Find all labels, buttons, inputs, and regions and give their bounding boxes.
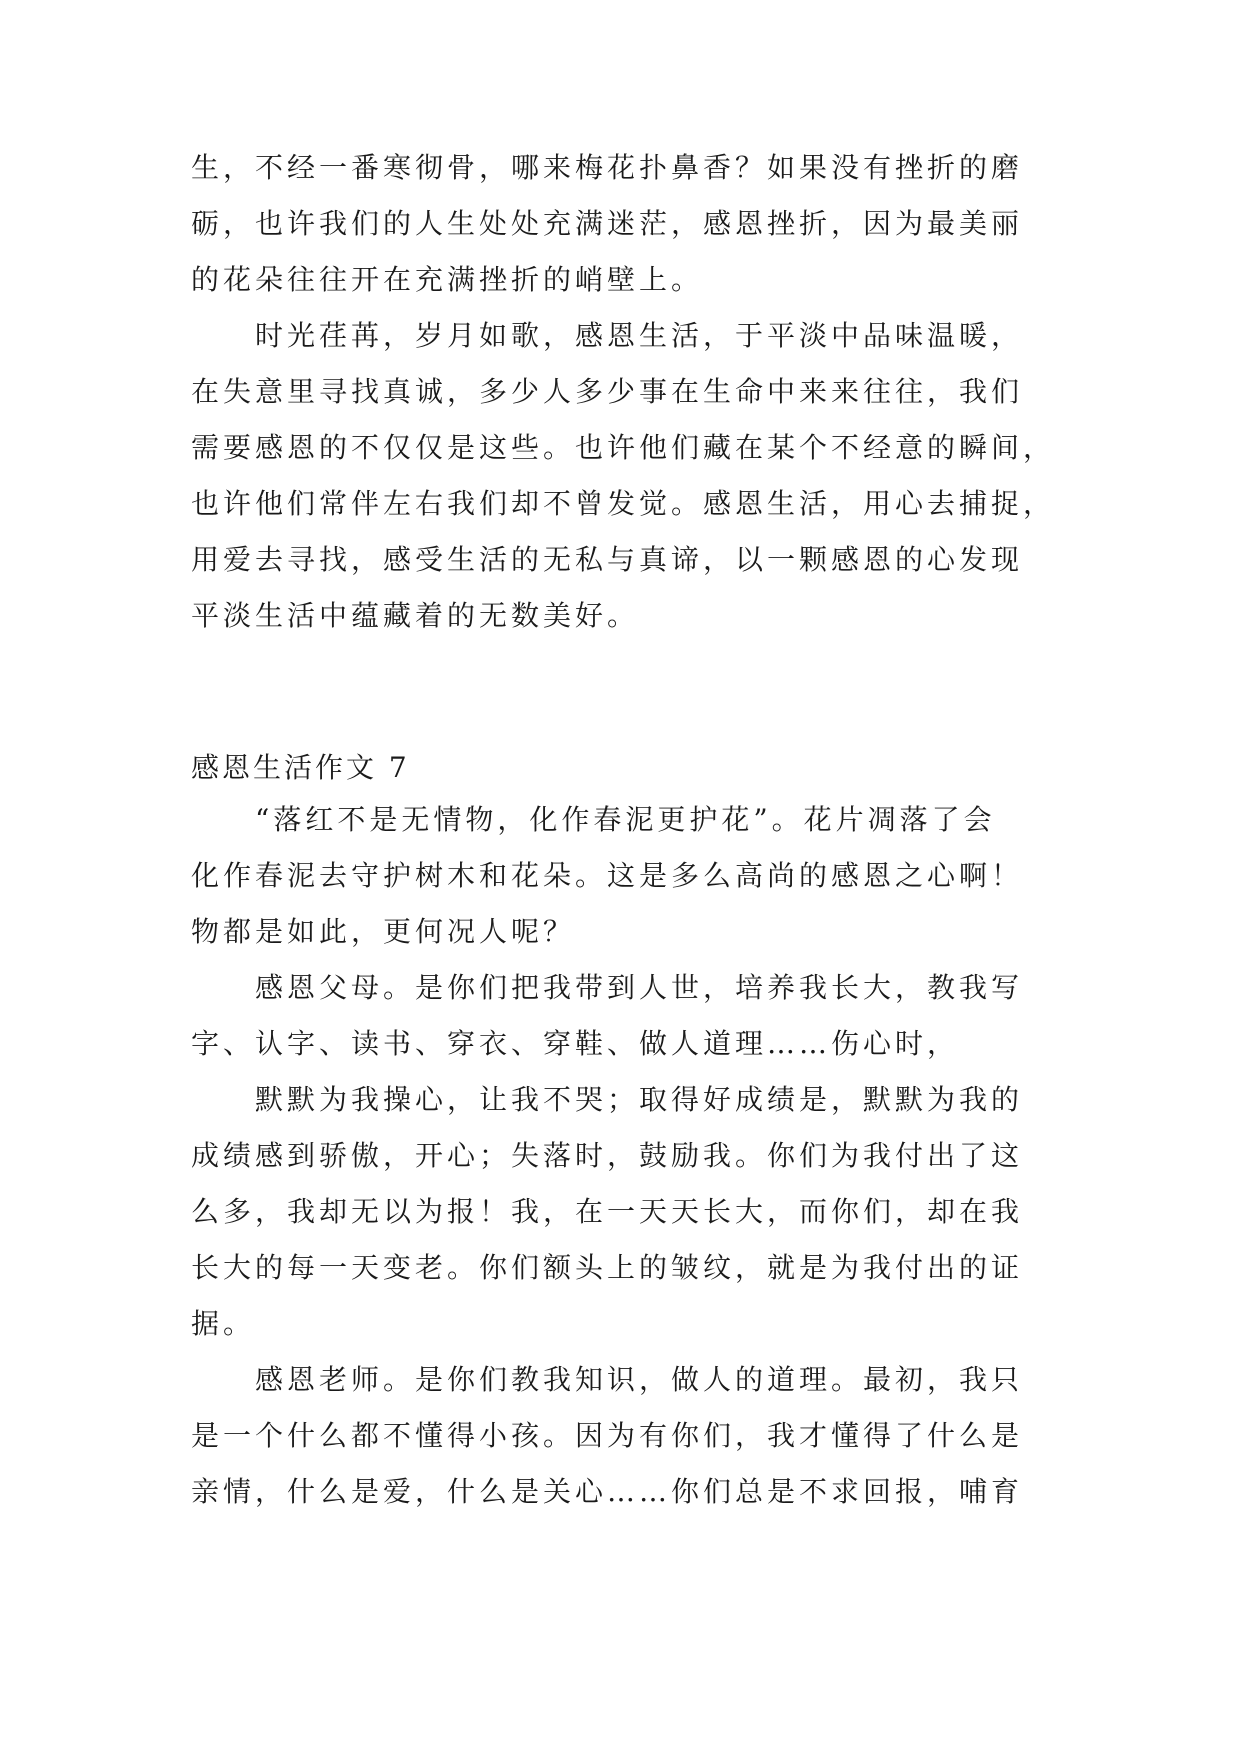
text-line: 感恩老师。是你们教我知识，做人的道理。最初，我只 — [255, 1363, 1024, 1396]
text-line: 平淡生活中蕴藏着的无数美好。 — [191, 599, 640, 632]
section-1 — [191, 140, 1056, 644]
text-line: 化作春泥去守护树木和花朵。这是多么高尚的感恩之心啊！ — [191, 859, 1024, 892]
text-line: 在失意里寻找真诚，多少人多少事在生命中来来往往，我们 — [191, 375, 1024, 408]
paragraph — [191, 960, 1051, 1072]
paragraph — [191, 1352, 1051, 1520]
text-line: 感恩父母。是你们把我带到人世，培养我长大，教我写 — [255, 971, 1024, 1004]
text-line: 成绩感到骄傲，开心；失落时，鼓励我。你们为我付出了这 — [191, 1139, 1024, 1172]
paragraph — [191, 308, 1056, 644]
text-line: 的花朵往往开在充满挫折的峭壁上。 — [191, 263, 704, 296]
text-line: 据。 — [191, 1307, 256, 1340]
text-line: “落红不是无情物，化作春泥更护花”。花片凋落了会 — [255, 803, 996, 836]
text-line: 也许他们常伴左右我们却不曾发觉。感恩生活，用心去捕捉， — [191, 487, 1056, 520]
text-line: 生，不经一番寒彻骨，哪来梅花扑鼻香？如果没有挫折的磨 — [191, 151, 1024, 184]
section-heading: 感恩生活作文 7 — [191, 751, 410, 784]
paragraph — [191, 792, 1051, 960]
text-line: 长大的每一天变老。你们额头上的皱纹，就是为我付出的证 — [191, 1251, 1024, 1284]
text-line: 用爱去寻找，感受生活的无私与真谛，以一颗感恩的心发现 — [191, 543, 1024, 576]
text-line: 默默为我操心，让我不哭；取得好成绩是，默默为我的 — [255, 1083, 1024, 1116]
text-line: 是一个什么都不懂得小孩。因为有你们，我才懂得了什么是 — [191, 1419, 1024, 1452]
text-line: 字、认字、读书、穿衣、穿鞋、做人道理……伤心时， — [191, 1027, 960, 1060]
text-line: 亲情，什么是爱，什么是关心……你们总是不求回报，哺育 — [191, 1475, 1024, 1508]
text-line: 需要感恩的不仅仅是这些。也许他们藏在某个不经意的瞬间， — [191, 431, 1056, 464]
text-line: 砺，也许我们的人生处处充满迷茫，感恩挫折，因为最美丽 — [191, 207, 1024, 240]
section-2 — [191, 792, 1051, 1520]
text-line: 么多，我却无以为报！我，在一天天长大，而你们，却在我 — [191, 1195, 1024, 1228]
paragraph — [191, 1072, 1051, 1352]
paragraph — [191, 140, 1051, 308]
text-line: 时光荏苒，岁月如歌，感恩生活，于平淡中品味温暖， — [255, 319, 1024, 352]
text-line: 物都是如此，更何况人呢？ — [191, 915, 576, 948]
